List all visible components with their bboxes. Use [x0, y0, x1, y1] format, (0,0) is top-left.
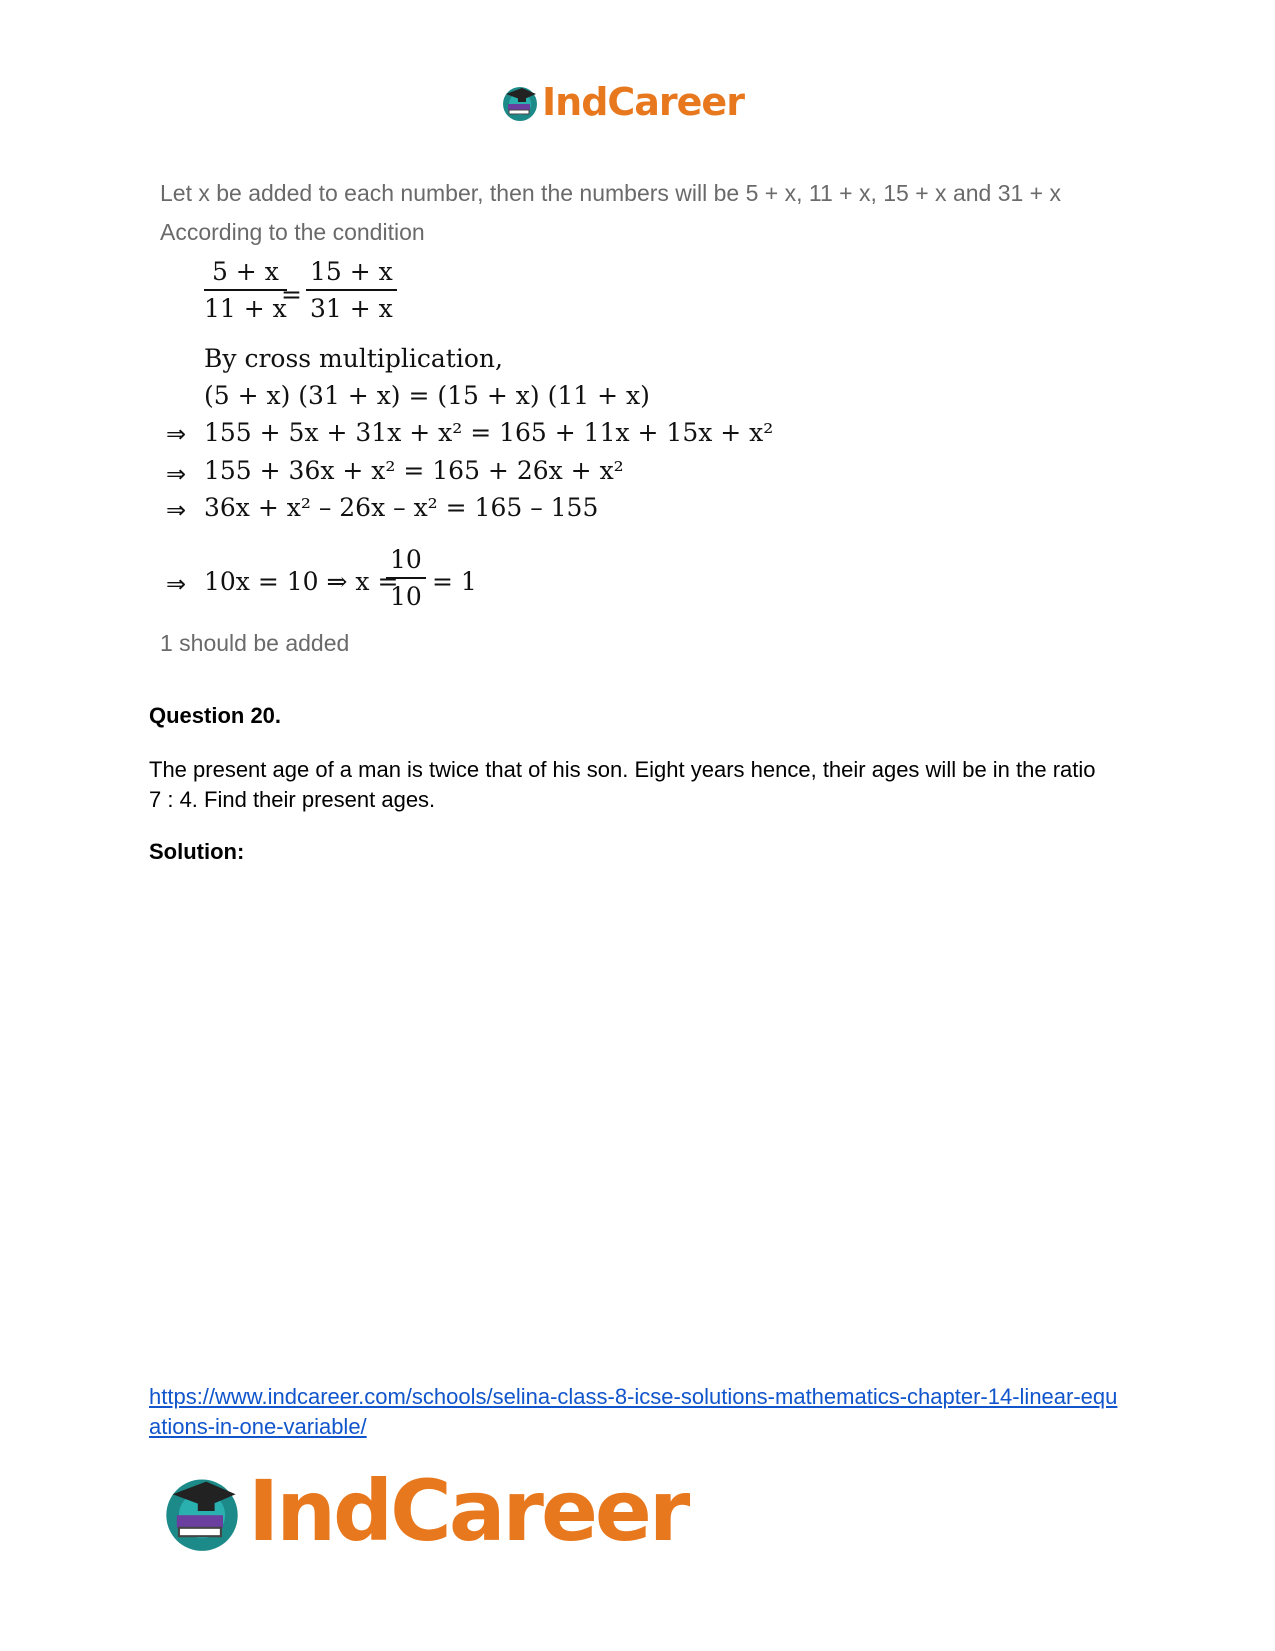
footer-logo [160, 1462, 687, 1560]
fraction-right-numerator: 15 + x [306, 257, 397, 291]
solution-conclusion: 1 should be added [160, 630, 350, 656]
footer-link[interactable]: https://www.indcareer.com/schools/selina-class-8-icse-solutions-mathematics-chapter-14-linear-equations-in-one-variable/ [149, 1384, 1118, 1439]
fraction-right [306, 257, 397, 323]
equation-step-3: 155 + 36x + x² = 165 + 26x + x² [204, 456, 624, 485]
fraction-right-denominator: 31 + x [310, 294, 393, 323]
solution-intro: Let x be added to each number, then the numbers will be 5 + x, 11 + x, 15 + x and 31 + x [160, 180, 1061, 206]
logo-wordmark: IndCareer [542, 80, 744, 124]
fraction-result-denominator: 10 [390, 582, 422, 611]
implies-arrow: ⇒ [166, 496, 187, 524]
logo-icon [500, 82, 540, 122]
equals-sign: = [281, 280, 302, 309]
implies-arrow: ⇒ [166, 420, 187, 448]
equation-step-5-left: 10x = 10 ⇒ x = [204, 567, 399, 596]
fraction-left-numerator: 5 + x [204, 257, 287, 291]
logo-icon [160, 1469, 244, 1553]
solution-condition: According to the condition [160, 219, 425, 245]
equation-step-1: (5 + x) (31 + x) = (15 + x) (11 + x) [204, 381, 650, 410]
fraction-left [204, 257, 287, 323]
equation-step-4: 36x + x² – 26x – x² = 165 – 155 [204, 493, 599, 522]
question-text: The present age of a man is twice that of his son. Eight years hence, their ages will be in the ratio 7 : 4. Find their present ages. [149, 757, 1096, 812]
logo-wordmark: IndCareer [248, 1462, 688, 1560]
equation-step-5-right: = 1 [432, 567, 477, 596]
fraction-result-numerator: 10 [386, 545, 426, 579]
solution-label: Solution: [149, 839, 245, 864]
fraction-left-denominator: 11 + x [204, 294, 287, 323]
fraction-result [386, 545, 426, 611]
equation-step-2: 155 + 5x + 31x + x² = 165 + 11x + 15x + x² [204, 418, 774, 447]
header-logo [500, 80, 744, 124]
implies-arrow: ⇒ [166, 570, 187, 598]
implies-arrow: ⇒ [166, 460, 187, 488]
cross-multiplication-label: By cross multiplication, [204, 344, 503, 373]
question-title: Question 20. [149, 703, 282, 728]
